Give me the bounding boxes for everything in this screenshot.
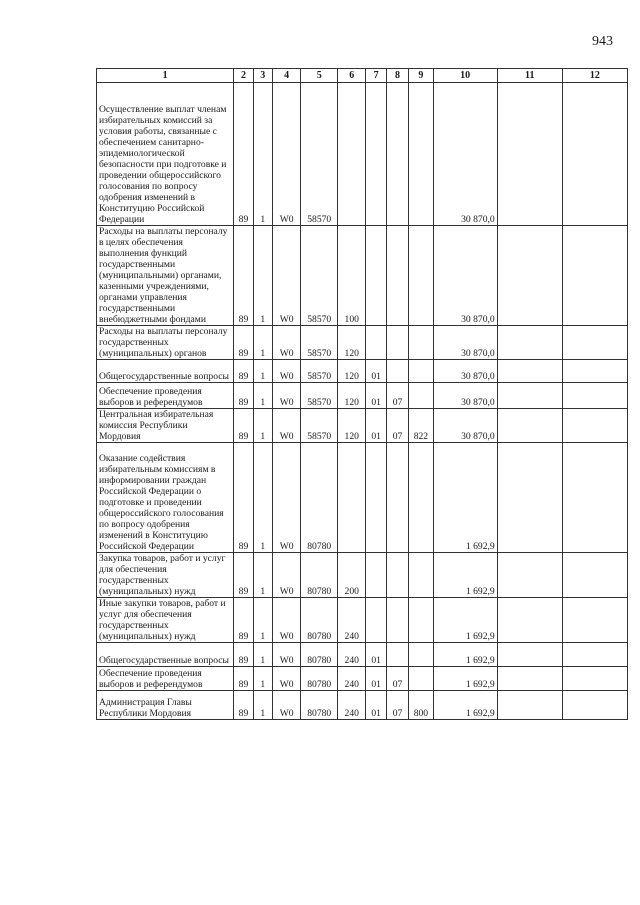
column-header: 5 (301, 69, 338, 83)
col-11-cell (497, 643, 562, 667)
table-row (97, 383, 628, 409)
page-number: 943 (592, 34, 613, 49)
col-12-cell (562, 691, 627, 720)
col-8-cell (386, 326, 408, 360)
col-8-cell: 07 (386, 409, 408, 443)
col-2-cell: 89 (234, 83, 253, 226)
col-6-cell (338, 83, 366, 226)
col-11-cell (497, 383, 562, 409)
table-row (97, 443, 628, 553)
col-3-cell: 1 (253, 383, 272, 409)
table-row (97, 360, 628, 383)
col-9-cell (409, 226, 433, 326)
col-6-cell: 120 (338, 360, 366, 383)
col-2-cell: 89 (234, 598, 253, 643)
col-7-cell (366, 598, 386, 643)
col-8-cell (386, 553, 408, 598)
amount-cell: 30 870,0 (433, 409, 497, 443)
col-8-cell: 07 (386, 383, 408, 409)
col-3-cell: 1 (253, 83, 272, 226)
col-7-cell: 01 (366, 691, 386, 720)
row-name: Расходы на выплаты персоналу в целях обеспечения выполнения функций государственными (муниципальными) органами, казенными учреждениями, органами управления государственными внебюджетными фондами (97, 226, 234, 326)
col-2-cell: 89 (234, 383, 253, 409)
col-4-cell: W0 (272, 226, 300, 326)
row-name: Центральная избирательная комиссия Республики Мордовия (97, 409, 234, 443)
col-9-cell: 822 (409, 409, 433, 443)
col-2-cell: 89 (234, 360, 253, 383)
col-8-cell (386, 360, 408, 383)
col-6-cell: 240 (338, 667, 366, 691)
amount-cell: 30 870,0 (433, 326, 497, 360)
col-7-cell: 01 (366, 360, 386, 383)
col-6-cell: 120 (338, 383, 366, 409)
col-8-cell (386, 226, 408, 326)
column-header: 11 (497, 69, 562, 83)
col-9-cell (409, 553, 433, 598)
col-12-cell (562, 326, 627, 360)
col-11-cell (497, 326, 562, 360)
table-row (97, 598, 628, 643)
row-name: Оказание содействия избирательным комиссиям в информировании граждан Российской Федерации о подготовке и проведении общероссийского голосования по вопросу одобрения изменений в Конституцию Российской Федерации (97, 443, 234, 553)
col-6-cell: 120 (338, 326, 366, 360)
amount-cell: 1 692,9 (433, 598, 497, 643)
col-8-cell (386, 643, 408, 667)
table-row (97, 83, 628, 226)
col-5-cell: 80780 (301, 598, 338, 643)
table-row (97, 643, 628, 667)
budget-table (96, 68, 628, 720)
col-5-cell: 58570 (301, 409, 338, 443)
col-11-cell (497, 691, 562, 720)
col-2-cell: 89 (234, 691, 253, 720)
col-5-cell: 80780 (301, 443, 338, 553)
col-11-cell (497, 409, 562, 443)
col-11-cell (497, 443, 562, 553)
col-11-cell (497, 226, 562, 326)
col-4-cell: W0 (272, 598, 300, 643)
col-12-cell (562, 553, 627, 598)
table-row (97, 553, 628, 598)
col-9-cell (409, 643, 433, 667)
col-7-cell (366, 443, 386, 553)
col-12-cell (562, 598, 627, 643)
column-header: 2 (234, 69, 253, 83)
header-row (97, 69, 628, 83)
col-12-cell (562, 226, 627, 326)
col-11-cell (497, 553, 562, 598)
col-7-cell (366, 553, 386, 598)
col-12-cell (562, 83, 627, 226)
col-2-cell: 89 (234, 643, 253, 667)
col-9-cell (409, 443, 433, 553)
col-6-cell: 200 (338, 553, 366, 598)
col-12-cell (562, 443, 627, 553)
col-12-cell (562, 383, 627, 409)
amount-cell: 30 870,0 (433, 226, 497, 326)
col-6-cell (338, 443, 366, 553)
col-5-cell: 80780 (301, 643, 338, 667)
col-3-cell: 1 (253, 553, 272, 598)
col-7-cell: 01 (366, 667, 386, 691)
col-8-cell: 07 (386, 691, 408, 720)
col-8-cell: 07 (386, 667, 408, 691)
col-3-cell: 1 (253, 691, 272, 720)
col-6-cell: 120 (338, 409, 366, 443)
col-12-cell (562, 667, 627, 691)
col-2-cell: 89 (234, 667, 253, 691)
col-6-cell: 240 (338, 643, 366, 667)
col-5-cell: 58570 (301, 226, 338, 326)
col-3-cell: 1 (253, 667, 272, 691)
column-header: 4 (272, 69, 300, 83)
col-7-cell: 01 (366, 409, 386, 443)
col-4-cell: W0 (272, 667, 300, 691)
col-8-cell (386, 83, 408, 226)
table-row (97, 667, 628, 691)
column-header: 8 (386, 69, 408, 83)
col-4-cell: W0 (272, 691, 300, 720)
table-row (97, 226, 628, 326)
col-11-cell (497, 83, 562, 226)
col-7-cell: 01 (366, 383, 386, 409)
col-6-cell: 240 (338, 691, 366, 720)
col-4-cell: W0 (272, 443, 300, 553)
col-4-cell: W0 (272, 643, 300, 667)
col-12-cell (562, 409, 627, 443)
col-3-cell: 1 (253, 409, 272, 443)
table-row (97, 691, 628, 720)
table-row (97, 409, 628, 443)
row-name: Администрация Главы Республики Мордовия (97, 691, 234, 720)
col-7-cell: 01 (366, 643, 386, 667)
col-3-cell: 1 (253, 643, 272, 667)
col-9-cell (409, 326, 433, 360)
row-name: Обеспечение проведения выборов и референдумов (97, 667, 234, 691)
amount-cell: 1 692,9 (433, 643, 497, 667)
col-7-cell (366, 226, 386, 326)
column-header: 1 (97, 69, 234, 83)
amount-cell: 1 692,9 (433, 691, 497, 720)
col-12-cell (562, 360, 627, 383)
col-5-cell: 58570 (301, 383, 338, 409)
col-8-cell (386, 598, 408, 643)
col-9-cell: 800 (409, 691, 433, 720)
col-11-cell (497, 598, 562, 643)
col-9-cell (409, 667, 433, 691)
col-2-cell: 89 (234, 553, 253, 598)
column-header: 10 (433, 69, 497, 83)
row-name: Иные закупки товаров, работ и услуг для обеспечения государственных (муниципальных) нужд (97, 598, 234, 643)
column-header: 3 (253, 69, 272, 83)
amount-cell: 30 870,0 (433, 83, 497, 226)
col-2-cell: 89 (234, 409, 253, 443)
row-name: Общегосударственные вопросы (97, 360, 234, 383)
row-name: Закупка товаров, работ и услуг для обеспечения государственных (муниципальных) нужд (97, 553, 234, 598)
col-3-cell: 1 (253, 598, 272, 643)
column-header: 9 (409, 69, 433, 83)
amount-cell: 1 692,9 (433, 667, 497, 691)
col-4-cell: W0 (272, 383, 300, 409)
col-9-cell (409, 598, 433, 643)
col-4-cell: W0 (272, 83, 300, 226)
amount-cell: 1 692,9 (433, 553, 497, 598)
col-4-cell: W0 (272, 360, 300, 383)
col-5-cell: 80780 (301, 553, 338, 598)
col-12-cell (562, 643, 627, 667)
col-11-cell (497, 667, 562, 691)
col-9-cell (409, 360, 433, 383)
col-2-cell: 89 (234, 226, 253, 326)
col-5-cell: 80780 (301, 667, 338, 691)
col-5-cell: 58570 (301, 326, 338, 360)
amount-cell: 30 870,0 (433, 360, 497, 383)
col-2-cell: 89 (234, 443, 253, 553)
row-name: Обеспечение проведения выборов и референдумов (97, 383, 234, 409)
col-3-cell: 1 (253, 360, 272, 383)
col-4-cell: W0 (272, 553, 300, 598)
column-header: 6 (338, 69, 366, 83)
col-5-cell: 80780 (301, 691, 338, 720)
amount-cell: 1 692,9 (433, 443, 497, 553)
col-8-cell (386, 443, 408, 553)
col-3-cell: 1 (253, 226, 272, 326)
col-5-cell: 58570 (301, 83, 338, 226)
amount-cell: 30 870,0 (433, 383, 497, 409)
col-4-cell: W0 (272, 326, 300, 360)
col-4-cell: W0 (272, 409, 300, 443)
col-2-cell: 89 (234, 326, 253, 360)
row-name: Общегосударственные вопросы (97, 643, 234, 667)
row-name: Осуществление выплат членам избирательных комиссий за условия работы, связанные с обеспечением санитарно-эпидемиологической безопасности при подготовке и проведении общероссийского голосования по вопросу одобрения изменений в Конституцию Российской Федерации (97, 83, 234, 226)
col-6-cell: 240 (338, 598, 366, 643)
col-9-cell (409, 83, 433, 226)
col-9-cell (409, 383, 433, 409)
col-3-cell: 1 (253, 443, 272, 553)
col-7-cell (366, 326, 386, 360)
col-11-cell (497, 360, 562, 383)
col-5-cell: 58570 (301, 360, 338, 383)
table-row (97, 326, 628, 360)
column-header: 12 (562, 69, 627, 83)
row-name: Расходы на выплаты персоналу государственных (муниципальных) органов (97, 326, 234, 360)
col-3-cell: 1 (253, 326, 272, 360)
col-7-cell (366, 83, 386, 226)
col-6-cell: 100 (338, 226, 366, 326)
column-header: 7 (366, 69, 386, 83)
